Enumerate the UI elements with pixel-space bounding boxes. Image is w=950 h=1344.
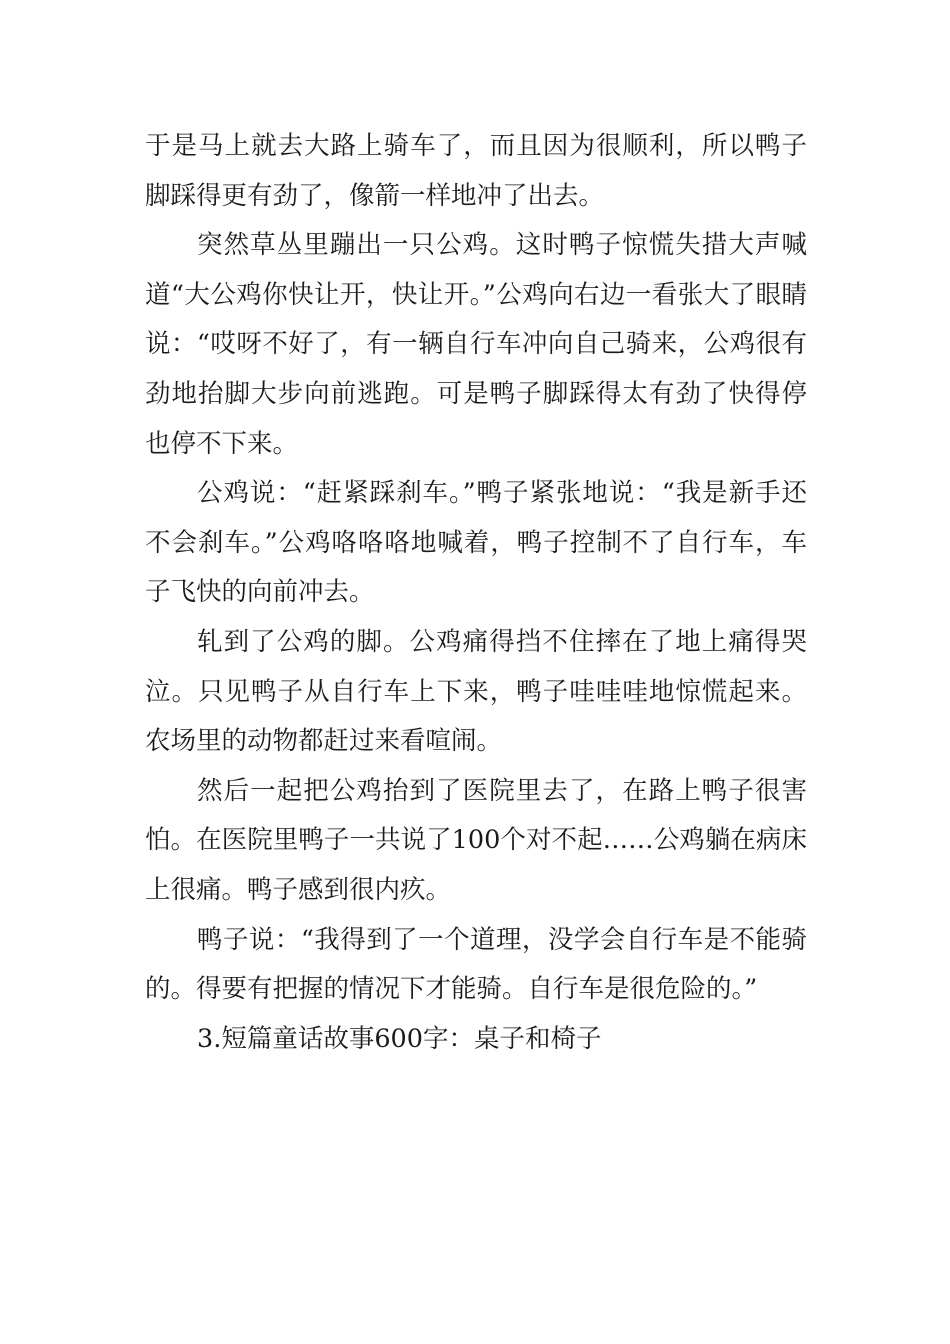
paragraph-lesson: 鸭子说：“我得到了一个道理，没学会自行车是不能骑的。得要有把握的情况下才能骑。自行车是很危险的。” <box>145 924 807 1005</box>
section-heading: 3.短篇童话故事600字：桌子和椅子 <box>197 1023 602 1054</box>
paragraph-hospital: 然后一起把公鸡抬到了医院里去了，在路上鸭子很害怕。在医院里鸭子一共说了100个对不起……公鸡躺在病床上很痛。鸭子感到很内疚。 <box>145 775 807 905</box>
document-body <box>145 122 807 1064</box>
paragraph-rooster-appears: 突然草丛里蹦出一只公鸡。这时鸭子惊慌失措大声喊道“大公鸡你快让开，快让开。”公鸡向右边一看张大了眼睛说：“哎呀不好了，有一辆自行车冲向自己骑来，公鸡很有劲地抬脚大步向前逃跑。可是鸭子脚踩得太有劲了快得停也停不下来。 <box>145 230 807 459</box>
paragraph-brake-dialogue: 公鸡说：“赶紧踩刹车。”鸭子紧张地说：“我是新手还不会刹车。”公鸡咯咯咯地喊着，鸭子控制不了自行车，车子飞快的向前冲去。 <box>145 478 807 608</box>
paragraph-continuation: 于是马上就去大路上骑车了，而且因为很顺利，所以鸭子脚踩得更有劲了，像箭一样地冲了出去。 <box>145 131 807 211</box>
paragraph-accident: 轧到了公鸡的脚。公鸡痛得挡不住摔在了地上痛得哭泣。只见鸭子从自行车上下来，鸭子哇哇哇地惊慌起来。农场里的动物都赶过来看喧闹。 <box>145 626 807 757</box>
